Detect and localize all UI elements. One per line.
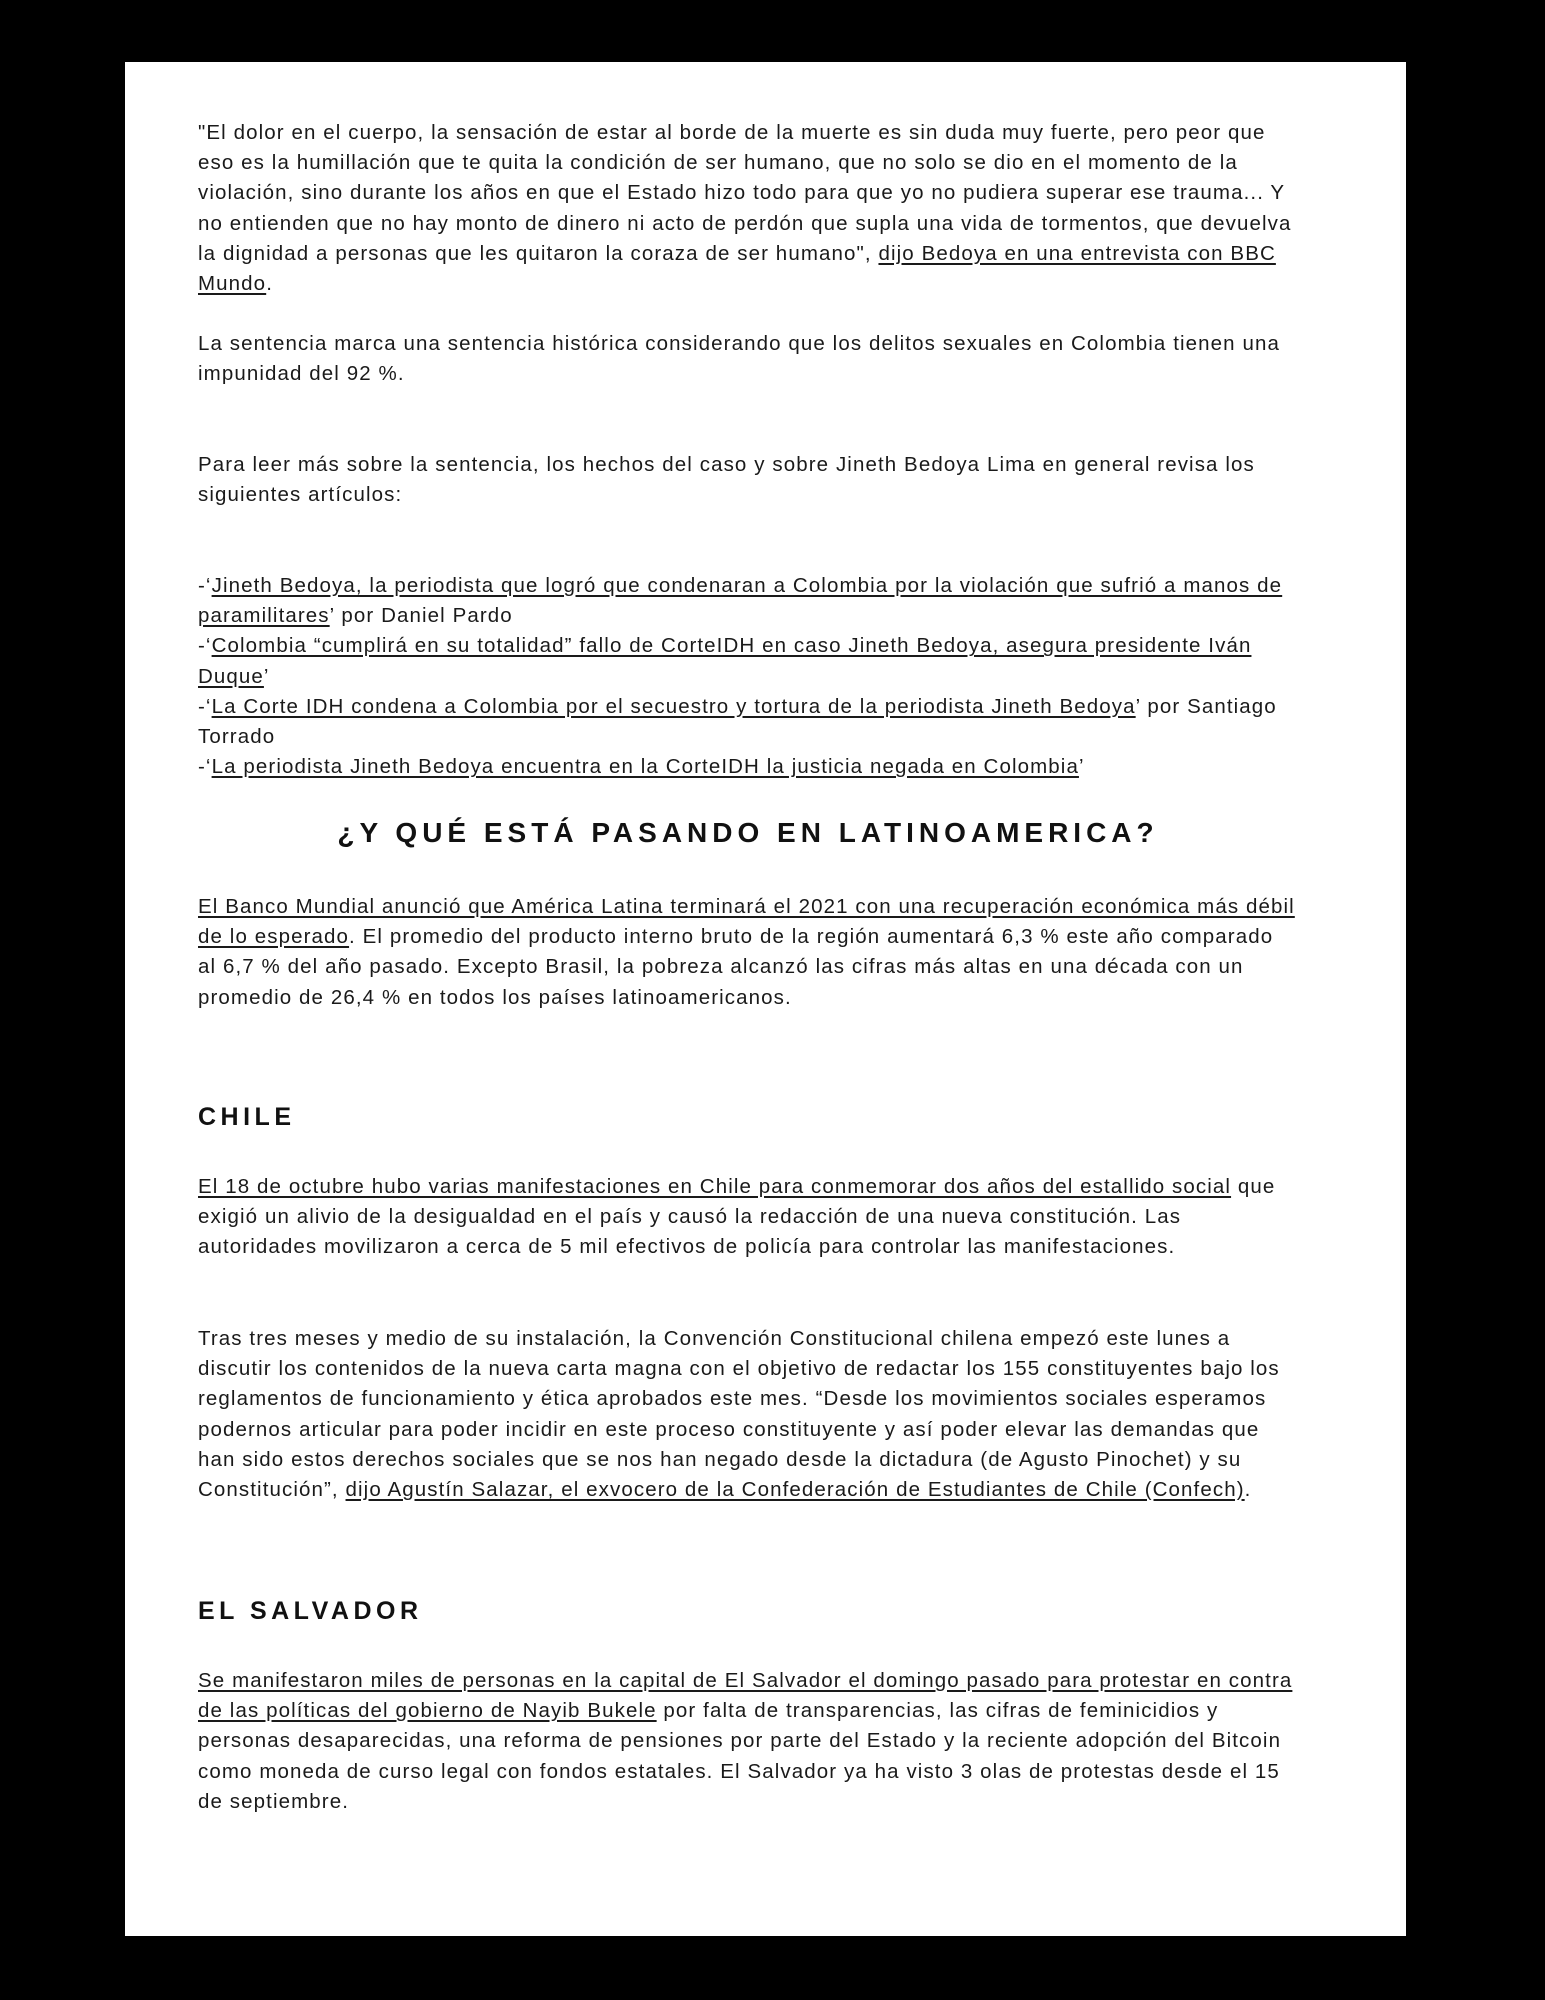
el-salvador-heading: EL SALVADOR [198,1597,423,1625]
latam-paragraph: El Banco Mundial anunció que América Latina terminará el 2021 con una recuperación económica más débil de lo esperado. El promedio del producto interno bruto de la región aumentará 6,3 % este año comparado al 6,7 % del año pasado. Excepto Brasil, la pobreza alcanzó las cifras más altas en una década con un promedio de 26,4 % en todos los países latinoamericanos. [198,895,1295,1009]
chile-paragraph-1: El 18 de octubre hubo varias manifestaciones en Chile para conmemorar dos años del estallido social que exigió un alivio de la desigualdad en el país y causó la redacción de una nueva constitución. Las autoridades movilizaron a cerca de 5 mil efectivos de policía para controlar las manifestaciones. [198,1175,1276,1259]
chile-paragraph-2: Tras tres meses y medio de su instalación, la Convención Constitucional chilena empezó este lunes a discutir los contenidos de la nueva carta magna con el objetivo de redactar los 155 constituyentes bajo los reglamentos de funcionamiento y ética aprobados este mes. “Desde los movimientos sociales esperamos podernos articular para poder incidir en este proceso constituyente y así poder elevar las demandas que han sido estos derechos sociales que se nos han negado desde la dictadura (de Agusto Pinochet) y su Constitución”, dijo Agustín Salazar, el exvocero de la Confederación de Estudiantes de Chile (Confech). [198,1327,1280,1502]
chile-heading: CHILE [198,1103,296,1131]
read-more-paragraph: Para leer más sobre la sentencia, los hechos del caso y sobre Jineth Bedoya Lima en general revisa los siguientes artículos: [198,453,1255,507]
latam-heading: ¿Y QUÉ ESTÁ PASANDO EN LATINOAMERICA? [337,817,1159,848]
banco-mundial-link[interactable]: El Banco Mundial anunció que América Latina terminará el 2021 con una recuperación económica más débil de lo esperado [198,895,1295,949]
article-link-cortidh[interactable]: La periodista Jineth Bedoya encuentra en la CorteIDH la justicia negada en Colombia [211,755,1079,779]
article-link-duque[interactable]: Colombia “cumplirá en su totalidad” fallo de CorteIDH en caso Jineth Bedoya, asegura presidente Iván Duque [198,634,1252,688]
bedoya-quote-paragraph [198,118,1298,299]
document-page [125,62,1406,1936]
el-salvador-paragraph: Se manifestaron miles de personas en la capital de El Salvador el domingo pasado para protestar en contra de las políticas del gobierno de Nayib Bukele por falta de transparencias, las cifras de feminicidios y personas desaparecidas, una reforma de pensiones por parte del Estado y la reciente adopción del Bitcoin como moneda de curso legal con fondos estatales. El Salvador ya ha visto 3 olas de protestas desde el 15 de septiembre. [198,1669,1293,1813]
article-link-pardo[interactable]: Jineth Bedoya, la periodista que logró que condenaran a Colombia por la violación que sufrió a manos de paramilitares [198,574,1283,628]
list-item: -‘La Corte IDH condena a Colombia por el secuestro y tortura de la periodista Jineth Bedoya’ por Santiago Torrado [198,694,1277,749]
article-link-torrado[interactable]: La Corte IDH condena a Colombia por el secuestro y tortura de la periodista Jineth Bedoya [211,694,1136,718]
bbc-interview-link[interactable]: dijo Bedoya en una entrevista con BBC Mundo [198,241,1276,296]
salvador-protest-link[interactable]: Se manifestaron miles de personas en la capital de El Salvador el domingo pasado para protestar en contra de las políticas del gobierno de Nayib Bukele [198,1669,1293,1723]
quote-end: . [266,272,273,296]
list-item: -‘Jineth Bedoya, la periodista que logró que condenaran a Colombia por la violación que sufrió a manos de paramilitares’ por Daniel Pardo [198,574,1283,628]
chile-protest-link[interactable]: El 18 de octubre hubo varias manifestaciones en Chile para conmemorar dos años del estallido social [198,1175,1232,1198]
list-item: -‘Colombia “cumplirá en su totalidad” fallo de CorteIDH en caso Jineth Bedoya, asegura presidente Iván Duque’ [198,634,1252,688]
sentence-paragraph: La sentencia marca una sentencia histórica considerando que los delitos sexuales en Colombia tienen una impunidad del 92 %. [198,332,1280,386]
quote-text: "El dolor en el cuerpo, la sensación de estar al borde de la muerte es sin duda muy fuerte, pero peor que eso es la humillación que te quita la condición de ser humano, que no solo se dio en el momento de la violación, sino durante los años en que el Estado hizo todo para que yo no pudiera superar ese trauma... Y no entienden que no hay monto de dinero ni acto de perdón que supla una vida de tormentos, que devuelva la dignidad a personas que les quitaron la coraza de ser humano", [198,121,1292,265]
salazar-link[interactable]: dijo Agustín Salazar, el exvocero de la Confederación de Estudiantes de Chile (Confech) [345,1478,1245,1502]
articles-list [198,571,1298,782]
list-item: -‘La periodista Jineth Bedoya encuentra en la CorteIDH la justicia negada en Colombia’ [198,755,1085,779]
